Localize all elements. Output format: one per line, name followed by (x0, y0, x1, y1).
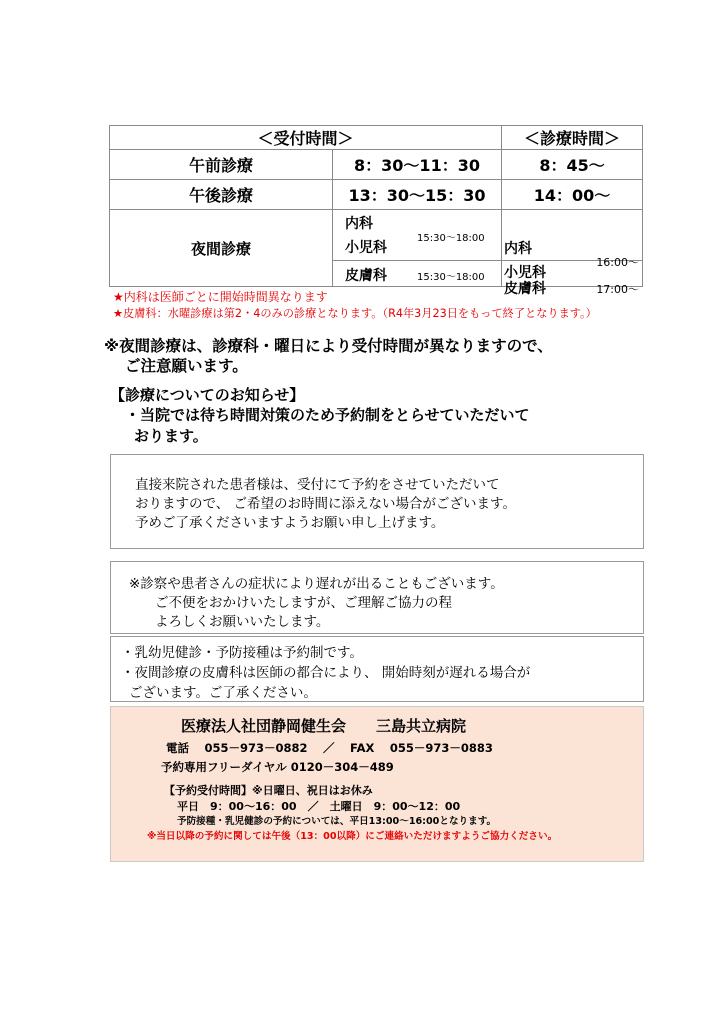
box1-line2: おりますので、 ご希望のお時間に添えない場合がございます。 (135, 496, 516, 512)
notice-box-reservation (110, 454, 644, 549)
night-notice-line1: ※夜間診療は、診療科・曜日により受付時間が異なりますので、 (104, 337, 553, 355)
night-derm-reception-cell (333, 261, 502, 287)
night-notice-line2: ご注意願います。 (125, 357, 248, 375)
night-reception-internal: 15:30～18:00 (417, 233, 485, 244)
morning-treatment: 8：45～ (502, 150, 643, 180)
footer-vaccine: 予防接種・乳児健診の予約については、平日13:00～16:00となります。 (177, 816, 497, 827)
night-label: 夜間診療 (110, 210, 333, 287)
footer-warning: ※当日以降の予約に関しては午後（13：00以降）にご連絡いただけますようご協力ください。 (147, 831, 558, 842)
afternoon-reception: 13：30～15：30 (333, 180, 502, 210)
info-heading: 【診療についてのお知らせ】 (110, 386, 305, 404)
notice-box-vaccination (110, 636, 644, 702)
note-derm: ★皮膚科：水曜診療は第2・4のみの診療となります。（R4年3月23日をもって終了となります。） (113, 307, 597, 320)
header-reception: ＜受付時間＞ (110, 126, 502, 150)
box3-line1: ・乳幼児健診・予防接種は予約制です。 (121, 645, 363, 661)
header-treatment: ＜診療時間＞ (502, 126, 643, 150)
afternoon-label: 午後診療 (110, 180, 333, 210)
night-treat-dept-derm: 皮膚科 (504, 280, 547, 297)
footer-hours-heading: 【予約受付時間】※日曜日、祝日はお休み (164, 784, 373, 797)
hospital-info-footer (110, 706, 644, 862)
night-treat-dept-pediatrics: 小児科 (504, 265, 547, 281)
info-line1: ・当院では待ち時間対策のため予約制をとらせていただいて (125, 406, 530, 424)
box2-line2: ご不便をおかけいたしますが、ご理解ご協力の程 (155, 595, 452, 611)
box3-line2: ・夜間診療の皮膚科は医師の都合により、 開始時刻が遅れる場合が (121, 665, 531, 681)
morning-label: 午前診療 (110, 150, 333, 180)
night-dept-derm: 皮膚科 (345, 268, 387, 284)
night-treatment-derm: 17:00～ (596, 282, 640, 296)
box2-line1: ※診察や患者さんの症状により遅れが出ることもございます。 (129, 576, 504, 592)
note-internal: ★内科は医師ごとに開始時間異なります (113, 290, 328, 304)
afternoon-treatment: 14：00～ (502, 180, 643, 210)
footer-phone: 電話 055－973－0882 ／ FAX 055－973－0883 (166, 741, 493, 755)
footer-org: 医療法人社団静岡健生会 三島共立病院 (181, 717, 467, 735)
info-line2: おります。 (134, 427, 208, 445)
night-internal-treatment-cell (502, 210, 643, 281)
night-internal-reception-cell (333, 210, 502, 261)
box1-line1: 直接来院された患者様は、受付にて予約をさせていただいて (135, 477, 500, 493)
footer-hours: 平日 9：00～16：00 ／ 土曜日 9：00～12：00 (177, 800, 461, 813)
night-dept-pediatrics: 小児科 (345, 240, 387, 256)
box1-line3: 予めご了承くださいますようお願い申し上げます。 (135, 515, 445, 531)
night-treat-dept-internal: 内科 (504, 241, 533, 257)
night-reception-derm: 15:30～18:00 (417, 272, 485, 283)
box3-line3: ございます。ご了承ください。 (129, 685, 317, 701)
notice-box-delay (110, 561, 644, 634)
morning-reception: 8：30～11：30 (333, 150, 502, 180)
night-dept-internal: 内科 (345, 216, 373, 232)
box2-line3: よろしくお願いいたします。 (155, 614, 330, 630)
night-treatment-internal: 16:00～ (596, 256, 640, 269)
footer-freedial: 予約専用フリーダイヤル 0120－304－489 (161, 760, 394, 774)
